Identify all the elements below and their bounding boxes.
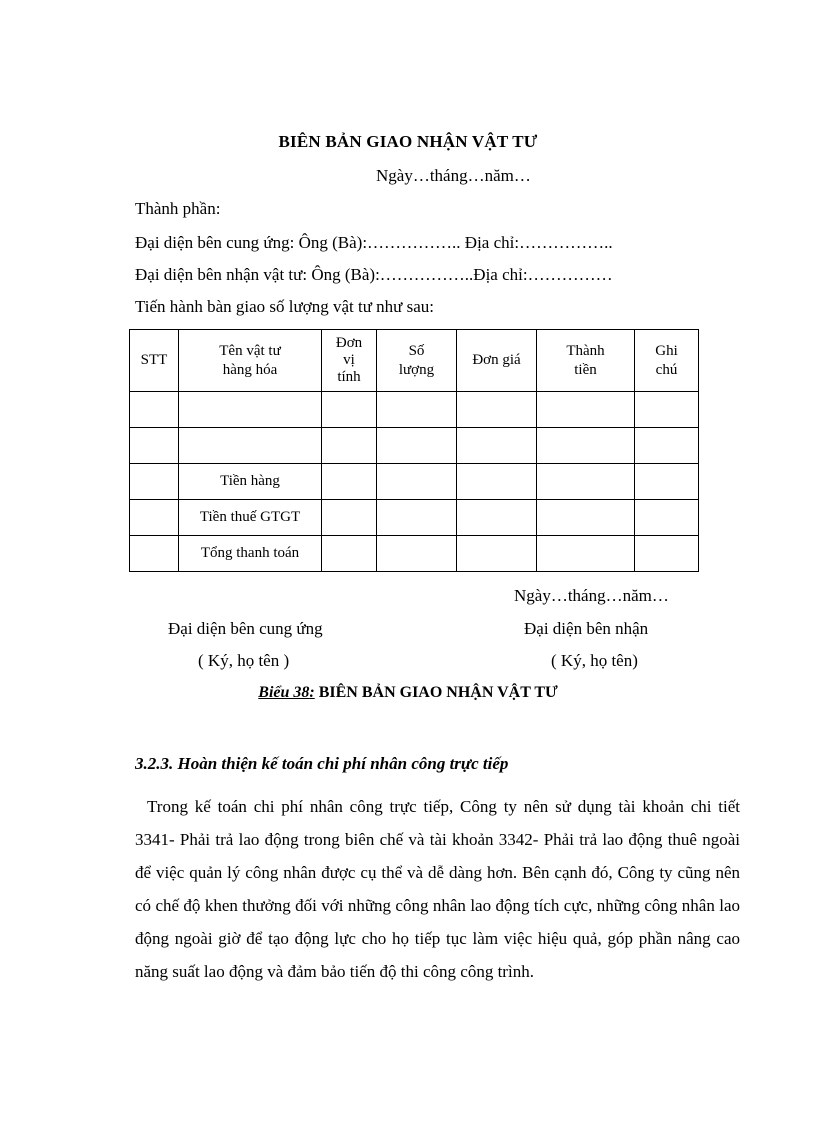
table-cell xyxy=(635,392,699,428)
table-body xyxy=(130,392,699,572)
header-cell-text: tiền xyxy=(574,361,597,378)
table-cell xyxy=(537,500,635,536)
supplier-signature-title: Đại diện bên cung ứng xyxy=(168,619,323,638)
table-cell xyxy=(457,428,537,464)
supplier-signature-note: ( Ký, họ tên ) xyxy=(198,651,290,670)
signature-date-line: Ngày…tháng…năm… xyxy=(514,586,669,605)
header-cell xyxy=(377,330,457,392)
table-cell xyxy=(322,392,377,428)
table-cell xyxy=(457,500,537,536)
header-cell-text: Thành xyxy=(566,342,605,359)
header-cell-text: chú xyxy=(655,361,678,378)
caption-label-text: Biểu 38 xyxy=(258,684,310,701)
table-cell xyxy=(635,428,699,464)
materials-table xyxy=(129,329,699,572)
table-cell xyxy=(322,464,377,500)
section-paragraph: Trong kế toán chi phí nhân công trực tiếp, Công ty nên sử dụng tài khoản chi tiết 3341- Phải trả lao động trong biên chế và tài khoản 3342- Phải trả lao động thuê ngoài để việc quản lý công nhân được cụ thể và dễ dàng hơn. Bên cạnh đó, Công ty cũng nên có chế độ khen thưởng đối với những công nhân lao động tích cực, những công nhân lao động ngoài giờ để tạo động lực cho họ tiếp tục làm việc hiệu quả, góp phần nâng cao năng suất lao động và đảm bảo tiến độ thi công công trình. xyxy=(135,797,740,981)
table-cell xyxy=(457,536,537,572)
table-row xyxy=(130,428,699,464)
header-cell-text: Tên vật tư xyxy=(219,342,281,359)
table-cell xyxy=(130,464,179,500)
header-cell-text: Đơn giá xyxy=(472,352,521,368)
header-cell-text: lượng xyxy=(398,361,435,378)
table-cell xyxy=(130,500,179,536)
header-cell xyxy=(537,330,635,392)
table-cell xyxy=(130,392,179,428)
header-cell-text: vị xyxy=(343,352,355,368)
table-cell xyxy=(377,500,457,536)
participants-label: Thành phần: xyxy=(135,199,221,218)
receiver-signature-note: ( Ký, họ tên) xyxy=(551,651,638,670)
table-cell xyxy=(537,464,635,500)
table-cell xyxy=(322,500,377,536)
table-cell xyxy=(537,392,635,428)
table-cell xyxy=(377,392,457,428)
table-cell xyxy=(322,428,377,464)
table-cell xyxy=(322,536,377,572)
table-cell xyxy=(635,500,699,536)
table-cell xyxy=(377,464,457,500)
table-cell xyxy=(377,536,457,572)
header-cell-text: hàng hóa xyxy=(222,361,278,378)
table-header-row xyxy=(130,330,699,392)
caption-text: BIÊN BẢN GIAO NHẬN VẬT TƯ xyxy=(314,684,558,701)
table-cell: Tiền thuế GTGT xyxy=(179,500,322,536)
caption-label-separator: : xyxy=(309,684,315,701)
table-row xyxy=(130,392,699,428)
table-cell xyxy=(537,536,635,572)
header-cell-text: Đơn xyxy=(335,335,363,351)
table-row xyxy=(130,536,699,572)
section-heading: 3.2.3. Hoàn thiện kế toán chi phí nhân công trực tiếp xyxy=(135,754,509,773)
header-cell xyxy=(635,330,699,392)
caption-label xyxy=(258,684,314,701)
document-title: BIÊN BẢN GIAO NHẬN VẬT TƯ xyxy=(278,132,538,151)
receiver-signature-title: Đại diện bên nhận xyxy=(524,619,649,638)
table-cell xyxy=(179,428,322,464)
table-cell xyxy=(635,464,699,500)
table-cell xyxy=(130,536,179,572)
table-cell xyxy=(457,464,537,500)
table-cell xyxy=(179,392,322,428)
table-cell xyxy=(537,428,635,464)
header-cell xyxy=(130,330,179,392)
table-cell: Tiền hàng xyxy=(179,464,322,500)
date-line: Ngày…tháng…năm… xyxy=(376,166,531,185)
header-cell xyxy=(322,330,377,392)
figure-caption xyxy=(0,684,816,702)
receiver-representative-line: Đại diện bên nhận vật tư: Ông (Bà):……………..Địa chỉ:…………… xyxy=(135,265,613,284)
header-cell-text: tính xyxy=(337,369,361,385)
table-cell xyxy=(635,536,699,572)
header-cell-text: STT xyxy=(140,352,168,368)
table-cell xyxy=(457,392,537,428)
header-cell xyxy=(179,330,322,392)
table-row xyxy=(130,464,699,500)
table-cell: Tổng thanh toán xyxy=(179,536,322,572)
header-cell-text: Số xyxy=(408,342,425,359)
table-cell xyxy=(130,428,179,464)
supplier-representative-line: Đại diện bên cung ứng: Ông (Bà):…………….. Địa chỉ:…………….. xyxy=(135,233,613,252)
table-cell xyxy=(377,428,457,464)
header-cell xyxy=(457,330,537,392)
table-row xyxy=(130,500,699,536)
header-cell-text: Ghi xyxy=(655,342,678,359)
handover-intro-line: Tiến hành bàn giao số lượng vật tư như sau: xyxy=(135,297,435,316)
